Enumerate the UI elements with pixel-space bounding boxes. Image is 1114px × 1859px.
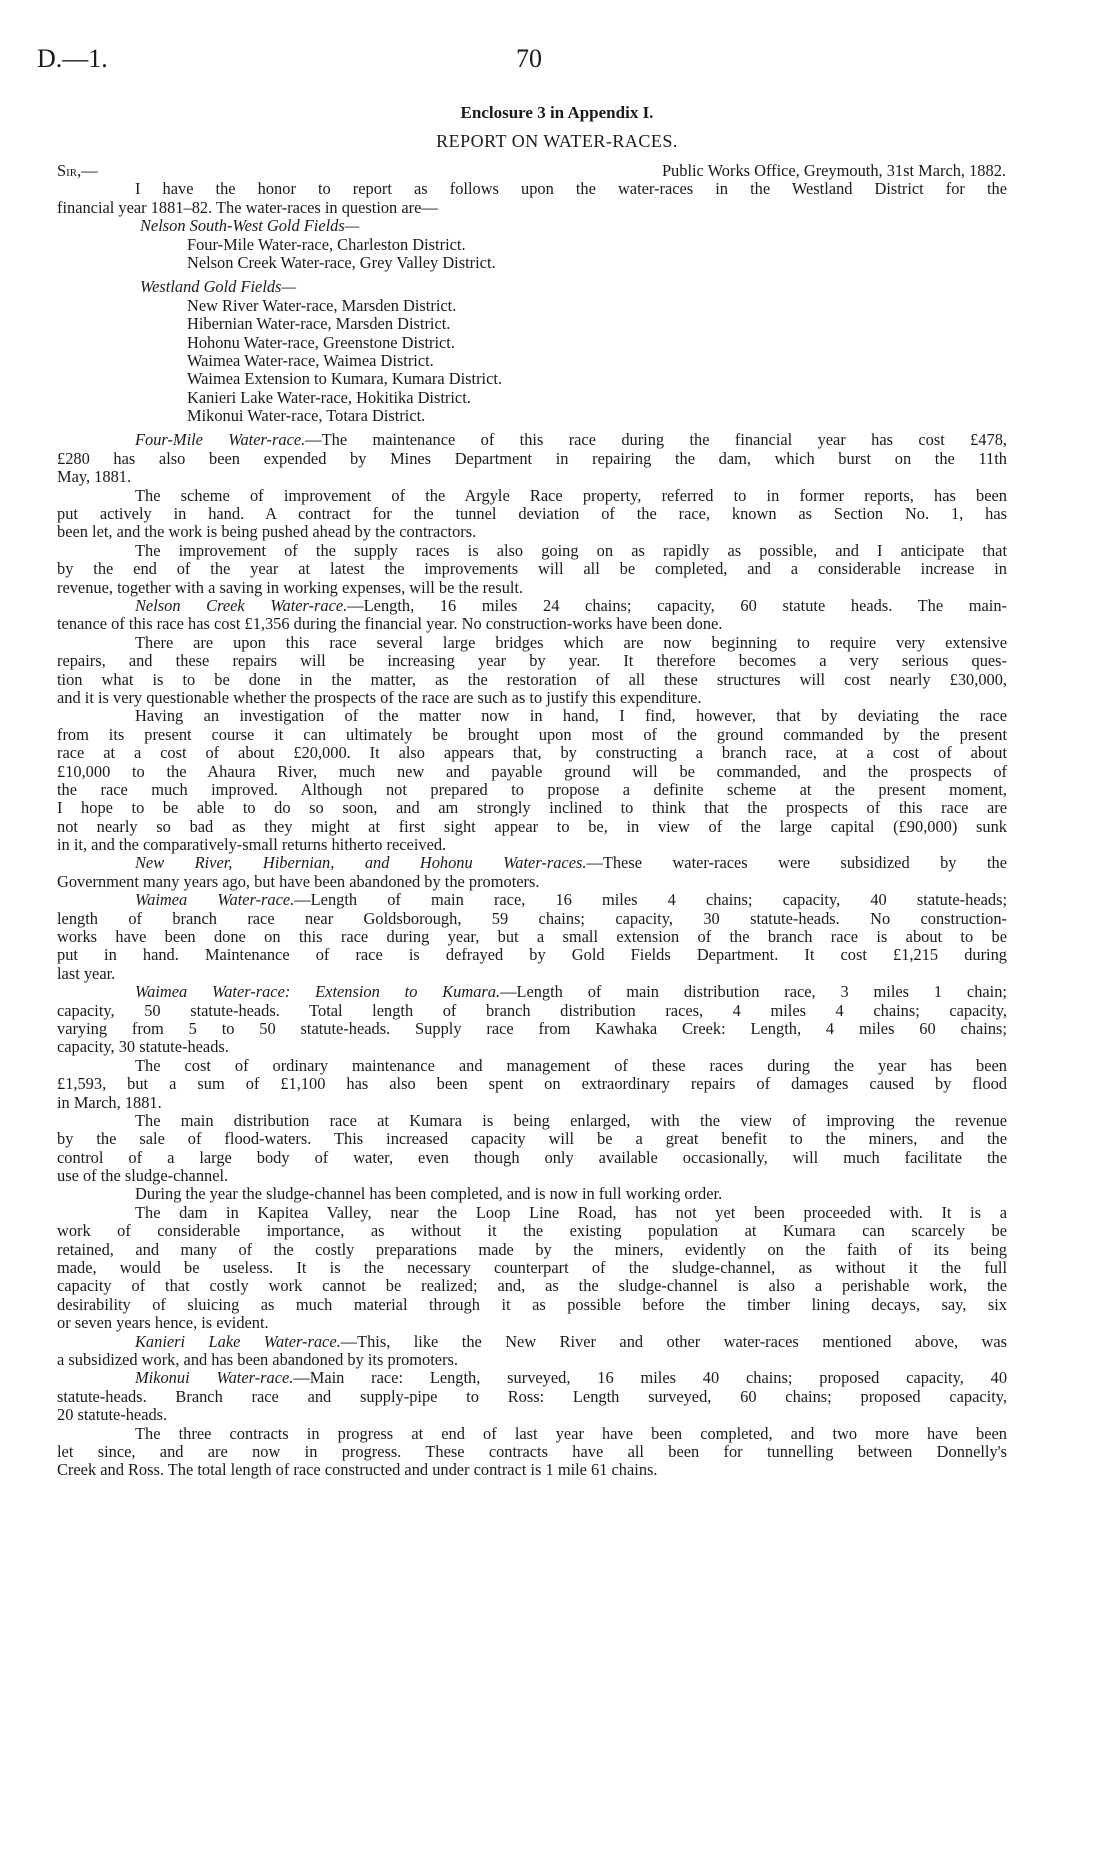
paragraph-line: 20 statute-heads. [57,1405,168,1425]
paragraph-line: £10,000 to the Ahaura River, much new and payable ground will be commanded, and the prospects of [57,762,1007,781]
paragraph-line: The main distribution race at Kumara is being enlarged, with the view of improving the revenue [135,1111,1007,1130]
paragraph-line: The scheme of improvement of the Argyle Race property, referred to in former reports, has been [135,486,1007,505]
westland-item: Hohonu Water-race, Greenstone District. [187,332,455,352]
paragraph-line: capacity, 30 statute-heads. [57,1037,229,1057]
paragraph-line: £1,593, but a sum of £1,100 has also been spent on extraordinary repairs of damages caused by flood [57,1075,1007,1094]
nelson-item: Nelson Creek Water-race, Grey Valley District. [187,252,496,272]
paragraph-line: work of considerable importance, as without it the existing population at Kumara can scarcely be [57,1222,1007,1241]
paragraph-line: tion what is to be done in the matter, as the restoration of all these structures will cost nearly £30,000, [57,670,1007,689]
paragraph-line: a subsidized work, and has been abandoned by its promoters. [57,1350,459,1369]
paragraph-line: I hope to be able to do so soon, and am strongly inclined to think that the prospects of this race are [57,799,1007,818]
paragraph-line: New River, Hibernian, and Hohonu Water-races.—These water-races were subsidized by the [135,854,1007,873]
paragraph-line: put in hand. Maintenance of race is defrayed by Gold Fields Department. It cost £1,215 during [57,946,1007,965]
paragraph-line: The improvement of the supply races is also going on as rapidly as possible, and I anticipate that [135,541,1007,560]
nelson-heading: Nelson South-West Gold Fields— [140,216,360,236]
paragraph-line: or seven years hence, is evident. [57,1313,269,1333]
paragraph-line: Having an investigation of the matter now in hand, I find, however, that by deviating the race [135,707,1007,726]
westland-heading: Westland Gold Fields— [140,277,297,297]
paragraph-line: During the year the sludge-channel has been completed, and is now in full working order. [135,1184,723,1204]
paragraph-line: not nearly so bad as they might at first sight appear to be, in view of the large capital (£90,000) sunk [57,817,1007,836]
paragraph-line: Government many years ago, but have been abandoned by the promoters. [57,871,540,891]
paragraph-line: last year. [57,963,116,983]
paragraph-line: by the sale of flood-waters. This increased capacity will be a great benefit to the miners, and the [57,1130,1007,1149]
section-heading: Mikonui Water-race. [135,1369,294,1388]
paragraph-line: capacity, 50 statute-heads. Total length of branch distribution races, 4 miles 4 chains; capacity, [57,1001,1007,1020]
paragraph-line: been let, and the work is being pushed ahead by the contractors. [57,522,477,542]
page-number: 70 [516,44,542,73]
westland-item: Waimea Extension to Kumara, Kumara District. [187,369,503,389]
paragraph-line: Mikonui Water-race.—Main race: Length, surveyed, 16 miles 40 chains; proposed capacity, 40 [135,1369,1007,1388]
paragraph-line: Four-Mile Water-race.—The maintenance of this race during the financial year has cost £478, [135,431,1007,450]
paragraph-line: the race much improved. Although not prepared to propose a definite scheme at the present moment, [57,780,1007,799]
paragraph-line: from its present course it can ultimately be brought upon most of the ground commanded by the present [57,725,1007,744]
paragraph-line: Waimea Water-race.—Length of main race, 16 miles 4 chains; capacity, 40 statute-heads; [135,891,1007,910]
paragraph-line: capacity of that costly work cannot be realized; and, as the sludge-channel is also a perishable work, the [57,1277,1007,1296]
paragraph-line: Waimea Water-race: Extension to Kumara.—Length of main distribution race, 3 miles 1 chain; [135,983,1007,1002]
paragraph-line: May, 1881. [57,467,132,487]
section-heading: New River, Hibernian, and Hohonu Water-races. [135,854,587,873]
report-title: REPORT ON WATER-RACES. [436,131,678,151]
paragraph-line: let since, and are now in progress. These contracts have all been for tunnelling between Donnelly's [57,1442,1007,1461]
enclosure-heading: Enclosure 3 in Appendix I. [460,103,654,122]
paragraph-line: revenue, together with a saving in working expenses, will be the result. [57,577,524,597]
paragraph-line: made, would be useless. It is the necessary counterpart of the sludge-channel, as without it the full [57,1259,1007,1278]
report-body [57,162,1007,1480]
westland-item: New River Water-race, Marsden District. [187,295,457,315]
paragraph-line: works have been done on this race during year, but a small extension of the branch race is about to be [57,928,1007,947]
section-heading: Kanieri Lake Water-race. [135,1332,341,1351]
paragraph-line: £280 has also been expended by Mines Department in repairing the dam, which burst on the 11th [57,449,1007,468]
paragraph-line: varying from 5 to 50 statute-heads. Supply race from Kawhaka Creek: Length, 4 miles 60 chains; [57,1019,1007,1038]
nelson-item: Four-Mile Water-race, Charleston District. [187,234,466,254]
document-reference: D.—1. [37,44,108,73]
intro-line: I have the honor to report as follows upon the water-races in the Westland District for the [135,180,1007,199]
paragraph-line: race at a cost of about £20,000. It also appears that, by constructing a branch race, at a cost of about [57,744,1007,763]
paragraph-line: Kanieri Lake Water-race.—This, like the New River and other water-races mentioned above, was [135,1332,1007,1351]
paragraph-line: length of branch race near Goldsborough, 59 chains; capacity, 30 statute-heads. No construction- [57,909,1007,928]
section-heading: Waimea Water-race. [135,891,295,910]
paragraph-line: and it is very questionable whether the prospects of the race are such as to justify this expenditure. [57,687,702,707]
paragraph-line: statute-heads. Branch race and supply-pipe to Ross: Length surveyed, 60 chains; proposed capacity, [57,1387,1007,1406]
westland-item: Waimea Water-race, Waimea District. [187,350,434,370]
intro-line: financial year 1881–82. The water-races in question are— [57,197,438,217]
salutation-line [57,162,1007,180]
paragraph-line: There are upon this race several large bridges which are now beginning to require very extensive [135,633,1007,652]
paragraph-line: tenance of this race has cost £1,356 during the financial year. No construction-works have been done. [57,614,723,634]
paragraph-line: use of the sludge-channel. [57,1166,229,1186]
paragraph-line: put actively in hand. A contract for the tunnel deviation of the race, known as Section No. 1, has [57,505,1007,524]
paragraph-line: The cost of ordinary maintenance and management of these races during the year has been [135,1056,1007,1075]
paragraph-line: Nelson Creek Water-race.—Length, 16 miles 24 chains; capacity, 60 statute heads. The main- [135,596,1007,615]
westland-item: Hibernian Water-race, Marsden District. [187,314,451,334]
section-heading: Nelson Creek Water-race. [135,596,348,615]
paragraph-line: in March, 1881. [57,1092,162,1112]
paragraph-line: repairs, and these repairs will be increasing year by year. It therefore becomes a very serious ques- [57,652,1007,671]
paragraph-line: retained, and many of the costly preparations made by the miners, evidently on the faith of its being [57,1240,1007,1259]
section-heading: Four-Mile Water-race. [135,431,306,450]
paragraph-line: The dam in Kapitea Valley, near the Loop Line Road, has not yet been proceeded with. It is a [135,1203,1007,1222]
paragraph-line: The three contracts in progress at end of last year have been completed, and two more have been [135,1424,1007,1443]
paragraph-line: in it, and the comparatively-small returns hitherto received. [57,835,447,855]
paragraph-line: desirability of sluicing as much material through it as possible before the timber lining decays, say, six [57,1295,1007,1314]
section-heading: Waimea Water-race: Extension to Kumara. [135,983,501,1002]
paragraph-line: by the end of the year at latest the improvements will all be completed, and a considerable increase in [57,560,1007,579]
westland-item: Kanieri Lake Water-race, Hokitika District. [187,387,471,407]
paragraph-line: Creek and Ross. The total length of race constructed and under contract is 1 mile 61 chains. [57,1460,658,1480]
salutation: Sir,— [57,161,98,180]
office-dateline: Public Works Office, Greymouth, 31st March, 1882. [661,161,1006,180]
westland-item: Mikonui Water-race, Totara District. [187,406,426,426]
paragraph-line: control of a large body of water, even though only available occasionally, will much facilitate the [57,1148,1007,1167]
